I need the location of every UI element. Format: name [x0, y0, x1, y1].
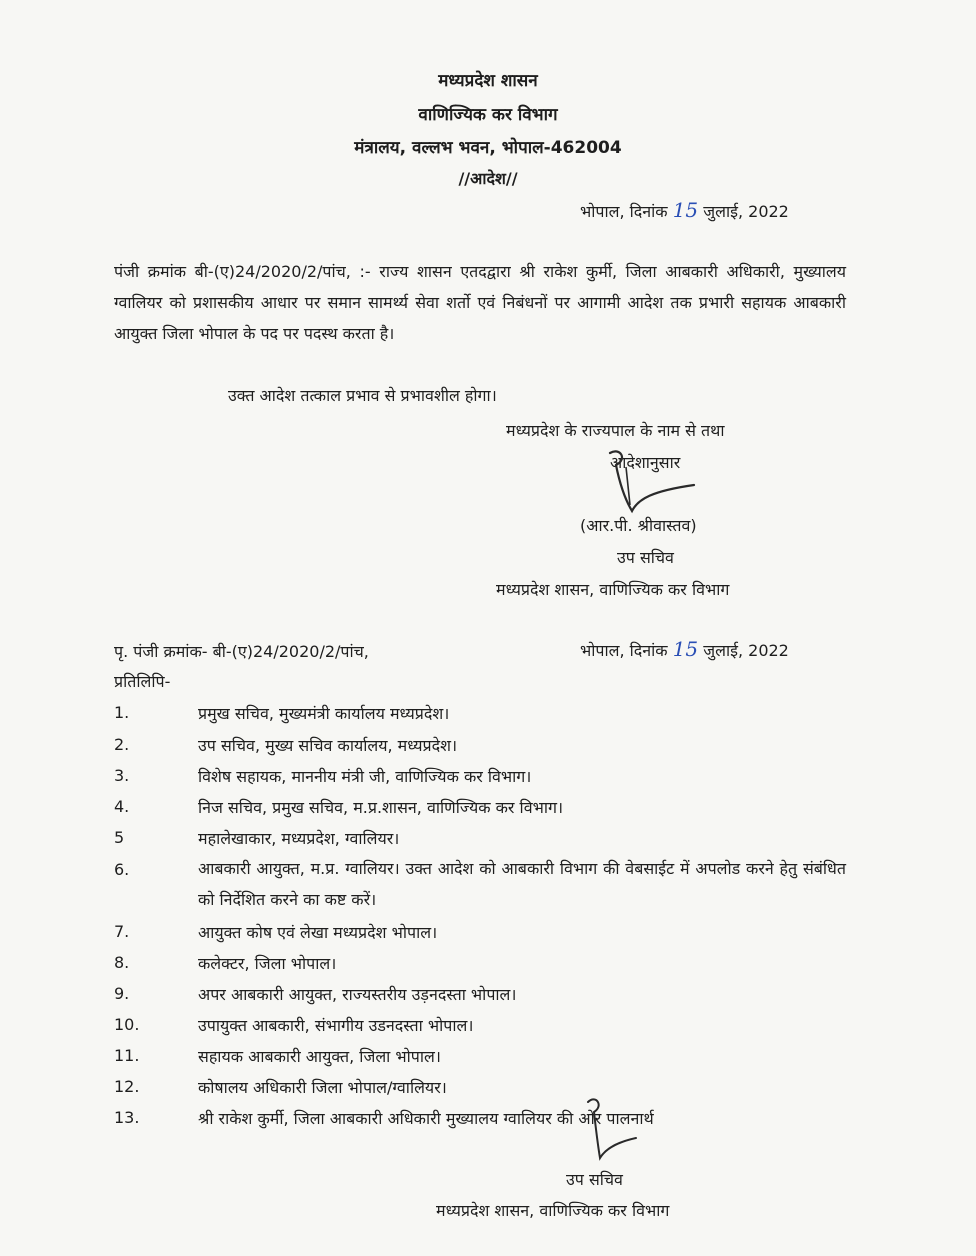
copy-number: 9.	[114, 984, 130, 1003]
copy-number: 3.	[114, 766, 130, 785]
copy-number: 11.	[114, 1046, 140, 1065]
header-address: मंत्रालय, वल्लभ भवन, भोपाल-462004	[354, 138, 622, 158]
copy-recipient: आयुक्त कोष एवं लेखा मध्यप्रदेश भोपाल।	[198, 923, 438, 942]
copy-recipient: महालेखाकार, मध्यप्रदेश, ग्वालियर।	[198, 829, 400, 848]
date-suffix: जुलाई, 2022	[703, 202, 789, 221]
copy-recipient: कलेक्टर, जिला भोपाल।	[198, 954, 337, 973]
endorsement-reference: पृ. पंजी क्रमांक- बी-(ए)24/2020/2/पांच,	[114, 642, 369, 661]
copy-recipient: निज सचिव, प्रमुख सचिव, म.प्र.शासन, वाणिज्यिक कर विभाग।	[198, 798, 564, 817]
copy-number: 1.	[114, 703, 130, 722]
endorsement-date-day-handwritten: 15	[672, 637, 699, 661]
copy-number: 5	[114, 828, 125, 847]
date-prefix: भोपाल, दिनांक	[580, 202, 668, 221]
signatory-designation: उप सचिव	[617, 548, 674, 567]
order-paragraph: पंजी क्रमांक बी-(ए)24/2020/2/पांच, :- राज्य शासन एतदद्वारा श्री राकेश कुर्मी, जिला आबकारी अधिकारी, मुख्यालय ग्वालियर को प्रशासकीय आधार पर समान सामर्थ्य सेवा शर्तो एवं निबंधनों पर आगामी आदेश तक प्रभारी सहायक आबकारी आयुक्त जिला भोपाल के पद पर पदस्थ करता है।	[114, 262, 846, 343]
order-title: //आदेश//	[458, 169, 518, 188]
copy-number: 4.	[114, 797, 130, 816]
copy-number: 8.	[114, 953, 130, 972]
order-date	[580, 198, 789, 222]
endorsement-date-suffix: जुलाई, 2022	[703, 641, 789, 660]
copy-number: 2.	[114, 735, 130, 754]
final-signatory-department: मध्यप्रदेश शासन, वाणिज्यिक कर विभाग	[436, 1201, 670, 1220]
signatory-department: मध्यप्रदेश शासन, वाणिज्यिक कर विभाग	[496, 580, 730, 599]
copy-recipient: उप सचिव, मुख्य सचिव कार्यालय, मध्यप्रदेश।	[198, 736, 458, 755]
copy-recipient: विशेष सहायक, माननीय मंत्री जी, वाणिज्यिक कर विभाग।	[198, 767, 532, 786]
final-signatory-designation: उप सचिव	[566, 1170, 623, 1189]
copy-recipient: श्री राकेश कुर्मी, जिला आबकारी अधिकारी मुख्यालय ग्वालियर की ओर पालनार्थ	[198, 1109, 654, 1128]
copy-number: 7.	[114, 922, 130, 941]
as-ordered-line: आदेशानुसार	[610, 453, 681, 472]
copy-recipient: सहायक आबकारी आयुक्त, जिला भोपाल।	[198, 1047, 441, 1066]
handwritten-signature	[590, 445, 710, 525]
order-effect: उक्त आदेश तत्काल प्रभाव से प्रभावशील होगा।	[228, 386, 497, 405]
copy-number: 13.	[114, 1108, 140, 1127]
copy-recipient: कोषालय अधिकारी जिला भोपाल/ग्वालियर।	[198, 1078, 447, 1097]
header-department: वाणिज्यिक कर विभाग	[418, 105, 558, 125]
header-state: मध्यप्रदेश शासन	[438, 71, 538, 91]
endorsement-date-prefix: भोपाल, दिनांक	[580, 641, 668, 660]
copy-to-label: प्रतिलिपि-	[114, 672, 171, 691]
signatory-name: (आर.पी. श्रीवास्तव)	[580, 516, 697, 535]
handwritten-signature-initials	[574, 1094, 644, 1174]
governor-authority-line: मध्यप्रदेश के राज्यपाल के नाम से तथा	[506, 421, 725, 440]
copy-number: 12.	[114, 1077, 140, 1096]
copy-recipient: प्रमुख सचिव, मुख्यमंत्री कार्यालय मध्यप्रदेश।	[198, 704, 450, 723]
copy-recipient: अपर आबकारी आयुक्त, राज्यस्तरीय उड़नदस्ता भोपाल।	[198, 985, 517, 1004]
copy-recipient: आबकारी आयुक्त, म.प्र. ग्वालियर। उक्त आदेश को आबकारी विभाग की वेबसाईट में अपलोड करने हेतु संबंधित को निर्देशित करने का कष्ट करें।	[198, 859, 846, 909]
endorsement-date	[580, 637, 789, 661]
copy-number: 10.	[114, 1015, 140, 1034]
copy-recipient: उपायुक्त आबकारी, संभागीय उडनदस्ता भोपाल।	[198, 1016, 474, 1035]
copy-number: 6.	[114, 860, 130, 879]
date-day-handwritten: 15	[672, 198, 699, 222]
